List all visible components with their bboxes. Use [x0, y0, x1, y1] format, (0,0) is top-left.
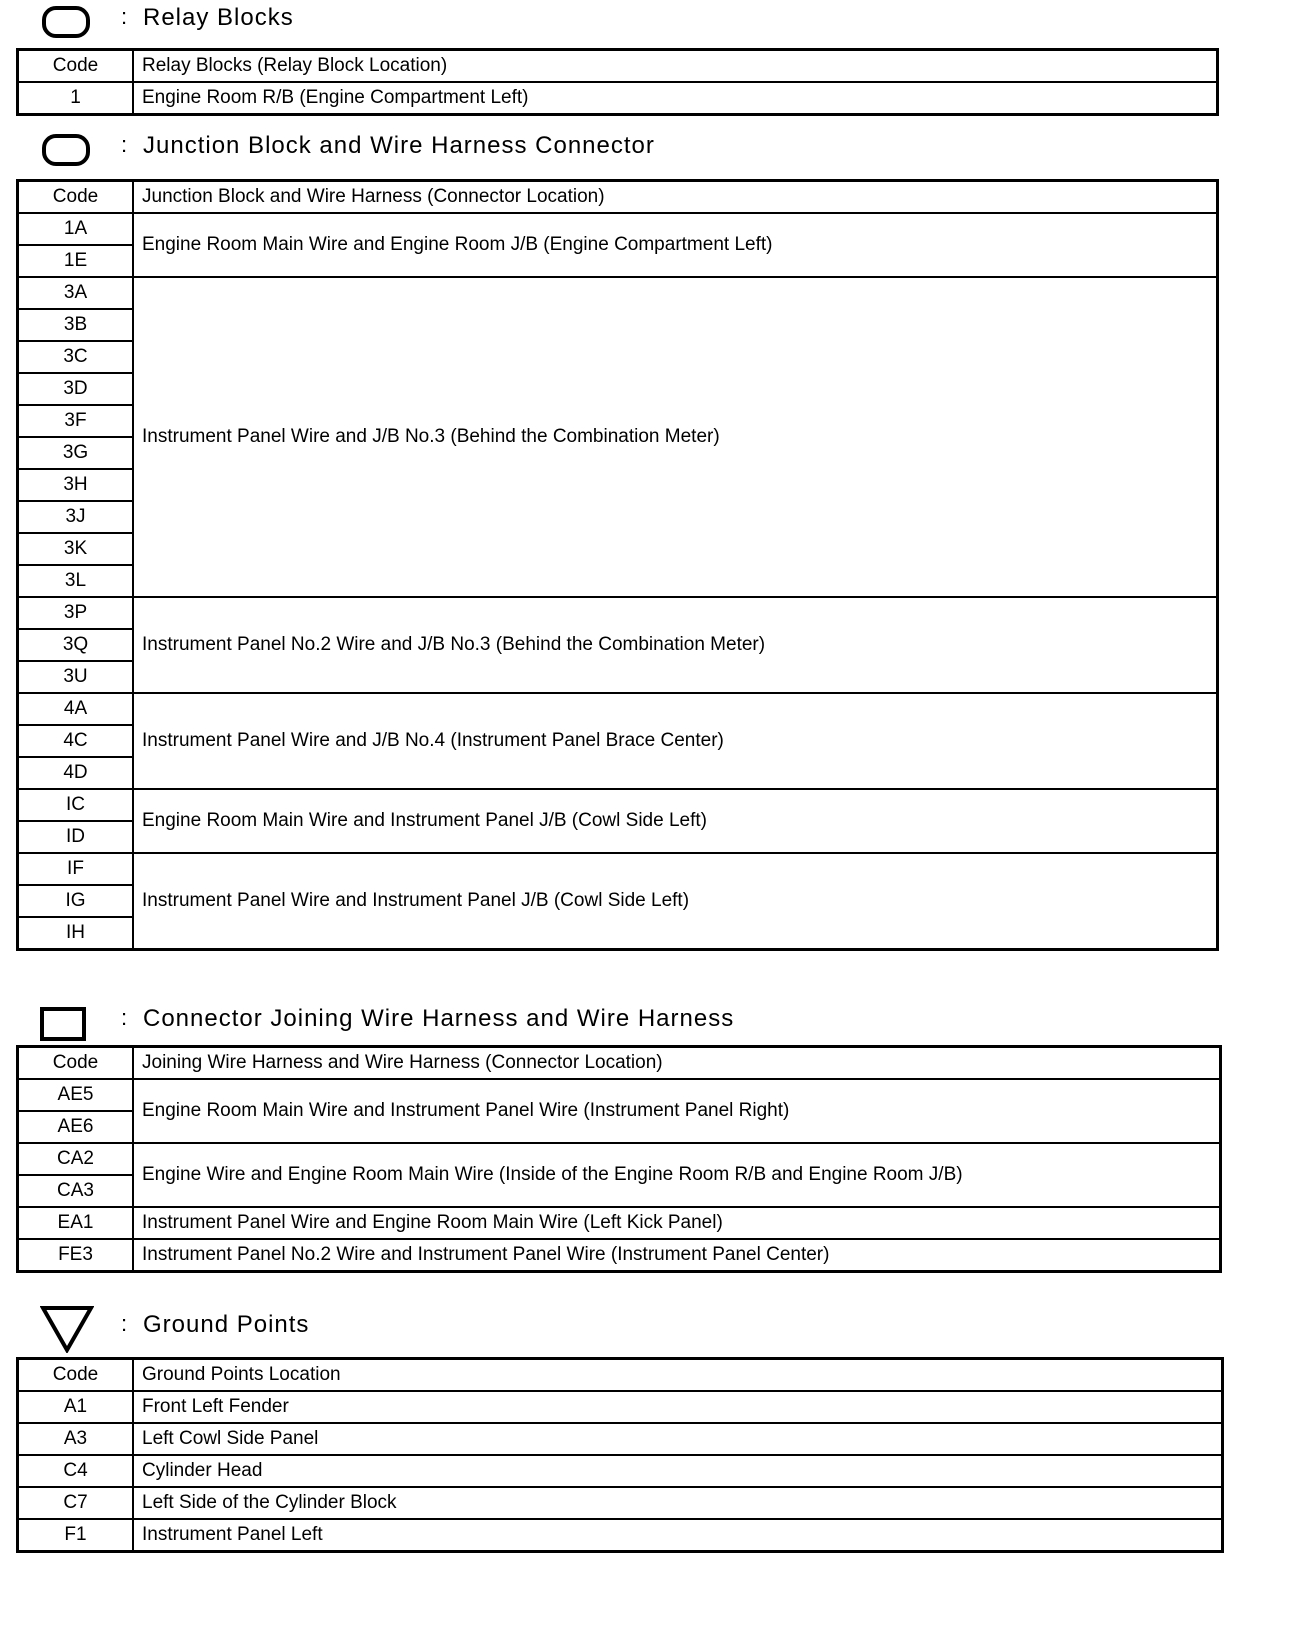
heading-colon: : [121, 132, 128, 157]
code-cell: CA2 [18, 1143, 134, 1175]
relay-blocks-heading [0, 0, 1312, 40]
code-cell: IH [18, 917, 134, 950]
code-cell: 3A [18, 277, 134, 309]
relay-blocks-table [16, 48, 1219, 116]
code-cell: EA1 [18, 1207, 134, 1239]
location-cell: Engine Room R/B (Engine Compartment Left) [133, 82, 1218, 115]
table-row [18, 1519, 1223, 1552]
location-cell: Instrument Panel No.2 Wire and Instrument Panel Wire (Instrument Panel Center) [133, 1239, 1221, 1272]
code-cell: 3L [18, 565, 134, 597]
connector-joining-table [16, 1045, 1222, 1273]
heading-colon: : [121, 4, 128, 29]
square-icon [40, 1007, 86, 1041]
code-cell: ID [18, 821, 134, 853]
code-cell: 3H [18, 469, 134, 501]
section-title: Connector Joining Wire Harness and Wire Harness [143, 1005, 735, 1032]
location-column-header: Junction Block and Wire Harness (Connector Location) [133, 181, 1218, 214]
location-cell: Engine Room Main Wire and Engine Room J/B (Engine Compartment Left) [133, 213, 1218, 277]
location-cell: Instrument Panel Wire and Instrument Panel J/B (Cowl Side Left) [133, 853, 1218, 950]
junction-block-table [16, 179, 1219, 951]
table-row [18, 213, 1218, 245]
code-cell: 1 [18, 82, 134, 115]
location-cell: Instrument Panel No.2 Wire and J/B No.3 (Behind the Combination Meter) [133, 597, 1218, 693]
table-row [18, 1207, 1221, 1239]
table-row [18, 597, 1218, 629]
table-row [18, 853, 1218, 885]
code-column-header: Code [18, 50, 134, 83]
code-cell: 3G [18, 437, 134, 469]
table-row [18, 1143, 1221, 1175]
code-cell: IF [18, 853, 134, 885]
location-cell: Instrument Panel Left [133, 1519, 1223, 1552]
section-title: Relay Blocks [143, 4, 294, 31]
ground-points-heading [0, 1303, 1312, 1343]
code-cell: AE5 [18, 1079, 134, 1111]
code-cell: 3U [18, 661, 134, 693]
heading-colon: : [121, 1311, 128, 1336]
location-column-header: Joining Wire Harness and Wire Harness (Connector Location) [133, 1047, 1221, 1080]
section-title: Ground Points [143, 1311, 310, 1338]
location-cell: Instrument Panel Wire and Engine Room Main Wire (Left Kick Panel) [133, 1207, 1221, 1239]
location-cell: Instrument Panel Wire and J/B No.4 (Instrument Panel Brace Center) [133, 693, 1218, 789]
code-cell: C4 [18, 1455, 134, 1487]
table-row [18, 1455, 1223, 1487]
code-cell: 3J [18, 501, 134, 533]
table-row [18, 1239, 1221, 1272]
location-cell: Engine Room Main Wire and Instrument Panel J/B (Cowl Side Left) [133, 789, 1218, 853]
triangle-down-icon [40, 1305, 94, 1353]
table-row [18, 789, 1218, 821]
code-cell: 3D [18, 373, 134, 405]
code-cell: 3F [18, 405, 134, 437]
code-cell: A1 [18, 1391, 134, 1423]
connector-joining-heading [0, 1003, 1312, 1043]
table-row [18, 277, 1218, 309]
table-row [18, 1079, 1221, 1111]
code-cell: 3C [18, 341, 134, 373]
code-cell: 4A [18, 693, 134, 725]
table-row [18, 693, 1218, 725]
table-header-row [18, 1047, 1221, 1080]
code-cell: 3B [18, 309, 134, 341]
rounded-rect-icon [42, 6, 90, 38]
location-cell: Left Side of the Cylinder Block [133, 1487, 1223, 1519]
location-cell: Engine Wire and Engine Room Main Wire (Inside of the Engine Room R/B and Engine Room J/B) [133, 1143, 1221, 1207]
location-cell: Left Cowl Side Panel [133, 1423, 1223, 1455]
code-cell: 3Q [18, 629, 134, 661]
ground-points-table [16, 1357, 1224, 1553]
oval-icon [42, 134, 90, 166]
code-cell: IG [18, 885, 134, 917]
code-cell: AE6 [18, 1111, 134, 1143]
code-cell: 3P [18, 597, 134, 629]
code-column-header: Code [18, 1047, 134, 1080]
location-cell: Cylinder Head [133, 1455, 1223, 1487]
location-cell: Engine Room Main Wire and Instrument Panel Wire (Instrument Panel Right) [133, 1079, 1221, 1143]
table-header-row [18, 50, 1218, 83]
table-row [18, 1487, 1223, 1519]
section-title: Junction Block and Wire Harness Connector [143, 132, 655, 159]
heading-colon: : [121, 1005, 128, 1030]
code-cell: F1 [18, 1519, 134, 1552]
junction-block-heading [0, 130, 1312, 170]
location-cell: Instrument Panel Wire and J/B No.3 (Behind the Combination Meter) [133, 277, 1218, 597]
code-cell: 4C [18, 725, 134, 757]
table-header-row [18, 181, 1218, 214]
table-row [18, 1391, 1223, 1423]
code-column-header: Code [18, 181, 134, 214]
code-cell: 3K [18, 533, 134, 565]
code-cell: 4D [18, 757, 134, 789]
table-row [18, 82, 1218, 115]
table-header-row [18, 1359, 1223, 1392]
code-cell: C7 [18, 1487, 134, 1519]
code-cell: IC [18, 789, 134, 821]
location-column-header: Ground Points Location [133, 1359, 1223, 1392]
code-cell: 1E [18, 245, 134, 277]
table-row [18, 1423, 1223, 1455]
code-column-header: Code [18, 1359, 134, 1392]
location-column-header: Relay Blocks (Relay Block Location) [133, 50, 1218, 83]
location-cell: Front Left Fender [133, 1391, 1223, 1423]
code-cell: 1A [18, 213, 134, 245]
code-cell: FE3 [18, 1239, 134, 1272]
code-cell: A3 [18, 1423, 134, 1455]
code-cell: CA3 [18, 1175, 134, 1207]
